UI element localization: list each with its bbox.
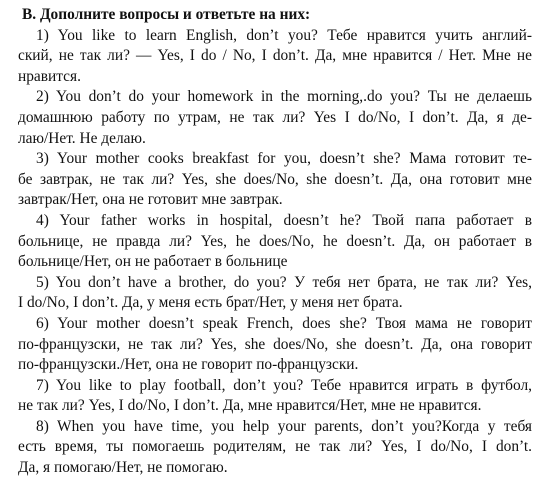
qa-line: по-французски, не так ли? Yes, she does/No, she doesn’t. Да, она говорит bbox=[18, 335, 532, 353]
qa-item-8 bbox=[18, 417, 532, 479]
qa-line: больнице/Нет, он не работает в больнице bbox=[18, 253, 288, 271]
qa-line: 3) Your mother cooks breakfast for you, doesn’t she? Мама готовит те- bbox=[36, 150, 532, 168]
qa-item-1 bbox=[18, 26, 532, 88]
qa-line: завтрак/Нет, она не готовит мне завтрак. bbox=[18, 191, 283, 209]
qa-line: лаю/Нет. Не делаю. bbox=[18, 129, 146, 147]
qa-line: нравится. bbox=[18, 67, 81, 85]
section-heading: В. Дополните вопросы и ответьте на них: bbox=[22, 6, 311, 23]
qa-item-3 bbox=[18, 149, 532, 211]
qa-line: домашнюю работу по утрам, не так ли? Yes I do/No, I don’t. Да, я де- bbox=[18, 108, 532, 126]
qa-item-5 bbox=[18, 273, 532, 314]
qa-line: 6) Your mother doesn’t speak French, does she? Твоя мама не говорит bbox=[36, 314, 532, 332]
qa-line: 4) Your father works in hospital, doesn’t he? Твой папа работает в bbox=[36, 211, 532, 229]
qa-line: I do/No, I don’t. Да, у меня есть брат/Нет, у меня нет брата. bbox=[18, 294, 403, 312]
qa-line: Да, я помогаю/Нет, не помогаю. bbox=[18, 459, 228, 477]
qa-item-4 bbox=[18, 211, 532, 273]
qa-item-6 bbox=[18, 314, 532, 376]
qa-item-7 bbox=[18, 376, 532, 417]
qa-line: бе завтрак, не так ли? Yes, she does/No, she doesn’t. Да, она готовит мне bbox=[18, 170, 532, 188]
qa-line: 2) You don’t do your homework in the morning,.do you? Ты не делаешь bbox=[36, 88, 532, 106]
qa-line: 8) When you have time, you help your parents, don’t you?Когда у тебя bbox=[36, 417, 532, 435]
qa-line: не так ли? Yes, I do/No, I don’t. Да, мне нравится/Нет, мне не нравится. bbox=[18, 397, 482, 415]
qa-line: по-французски./Нет, она не говорит по-французски. bbox=[18, 356, 359, 374]
qa-line: 1) You like to learn English, don’t you? Тебе нравится учить англий- bbox=[36, 26, 532, 44]
qa-list bbox=[18, 26, 532, 479]
qa-line: 5) You don’t have a brother, do you? У тебя нет брата, не так ли? Yes, bbox=[36, 273, 532, 291]
qa-line: есть время, ты помогаешь родителям, не так ли? Yes, I do/No, I don’t. bbox=[18, 438, 532, 456]
qa-line: ский, не так ли? — Yes, I do / No, I don’t. Да, мне нравится / Нет. Мне не bbox=[18, 47, 532, 65]
qa-line: больнице, не правда ли? Yes, he does/No, he doesn’t. Да, он работает в bbox=[18, 232, 532, 250]
qa-item-2 bbox=[18, 87, 532, 149]
qa-line: 7) You like to play football, don’t you? Тебе нравится играть в футбол, bbox=[36, 376, 532, 394]
